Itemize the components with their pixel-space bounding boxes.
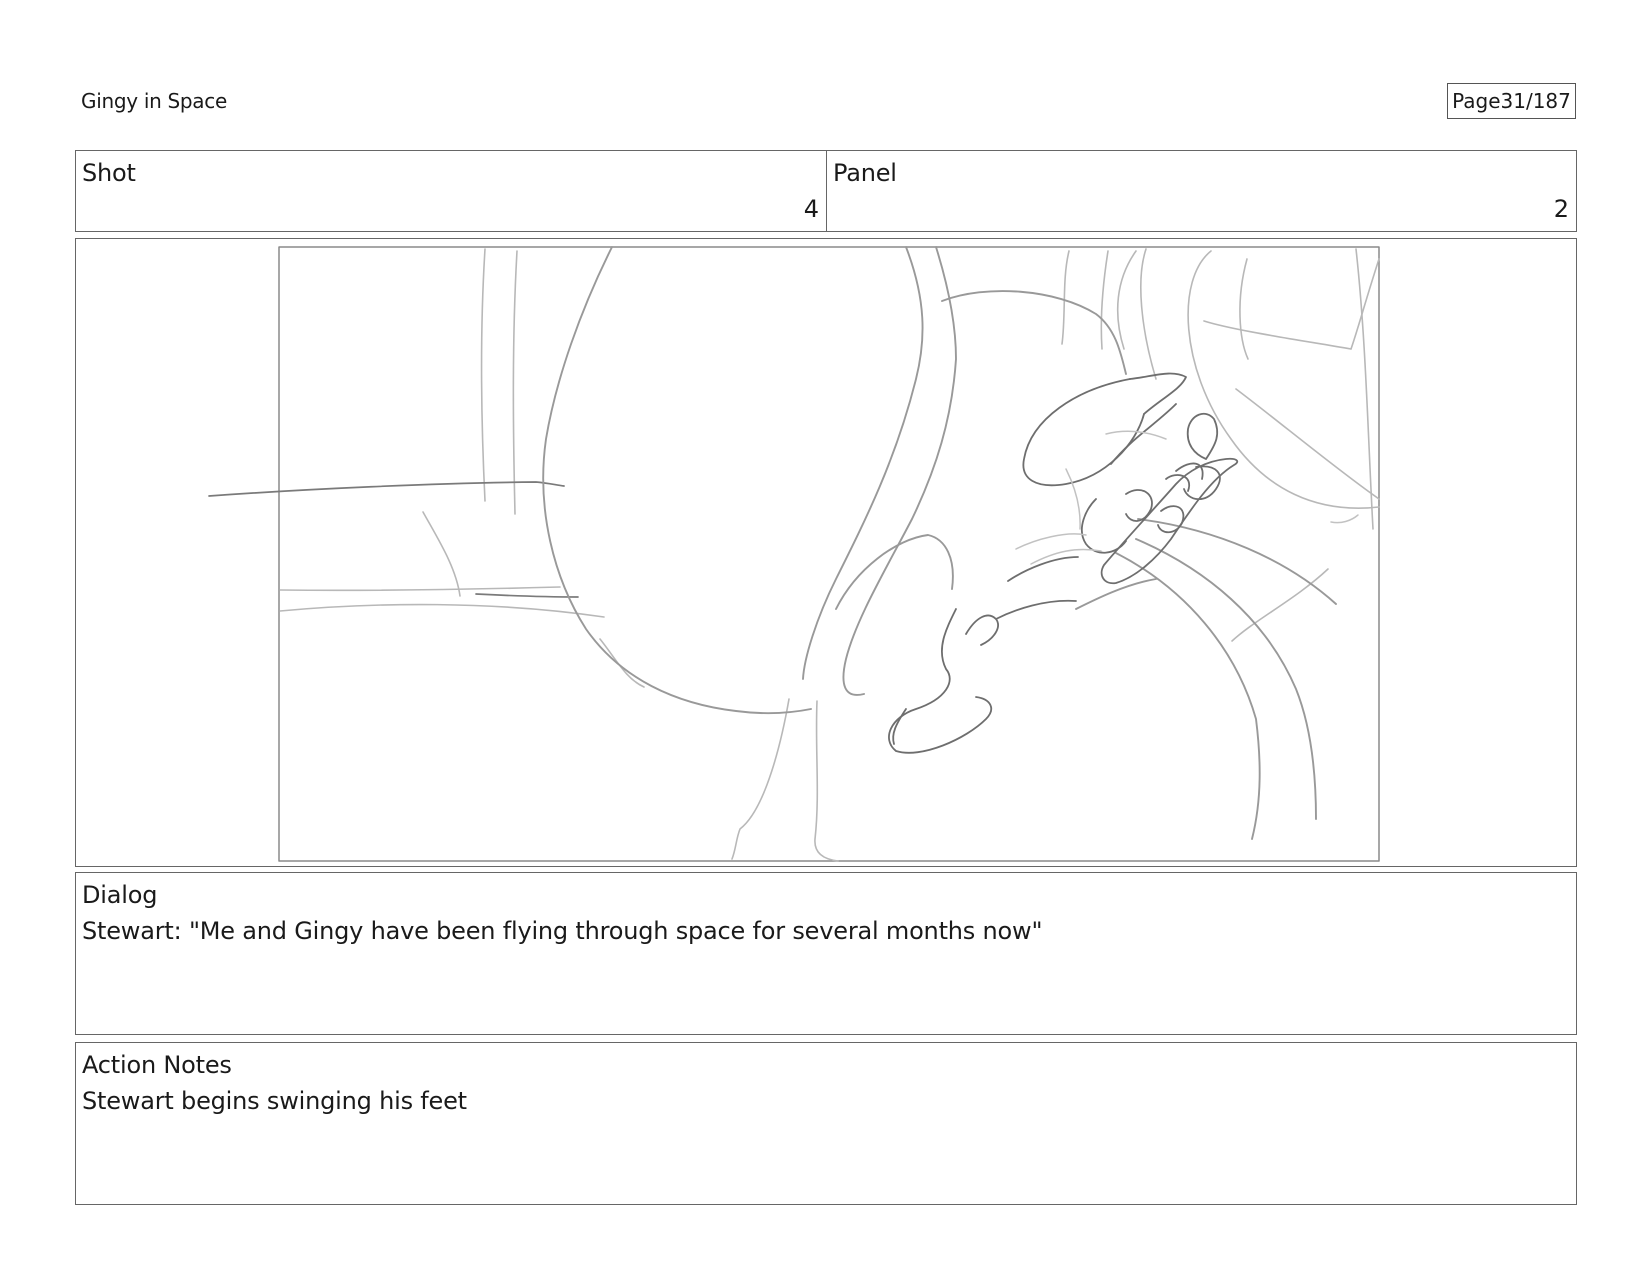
- page-number: 31/187: [1500, 89, 1571, 113]
- document-title: Gingy in Space: [81, 89, 227, 113]
- shot-label: Shot: [82, 159, 136, 187]
- storyboard-panel: [75, 238, 1577, 867]
- page-label: Page: [1452, 89, 1501, 113]
- camera-frame: [279, 247, 1379, 861]
- panel-label: Panel: [833, 159, 897, 187]
- action-notes-text: Stewart begins swinging his feet: [82, 1087, 467, 1115]
- dialog-cell: [75, 872, 1577, 1035]
- dialog-text: Stewart: "Me and Gingy have been flying through space for several months now": [82, 917, 1043, 945]
- dialog-label: Dialog: [82, 881, 158, 909]
- action-notes-label: Action Notes: [82, 1051, 232, 1079]
- panel-cell: [826, 150, 1577, 232]
- action-notes-cell: [75, 1042, 1577, 1205]
- storyboard-sketch: [76, 239, 1576, 866]
- shot-number: 4: [803, 195, 819, 223]
- shot-cell: [75, 150, 827, 232]
- page-indicator: [1447, 83, 1576, 119]
- panel-number: 2: [1553, 195, 1569, 223]
